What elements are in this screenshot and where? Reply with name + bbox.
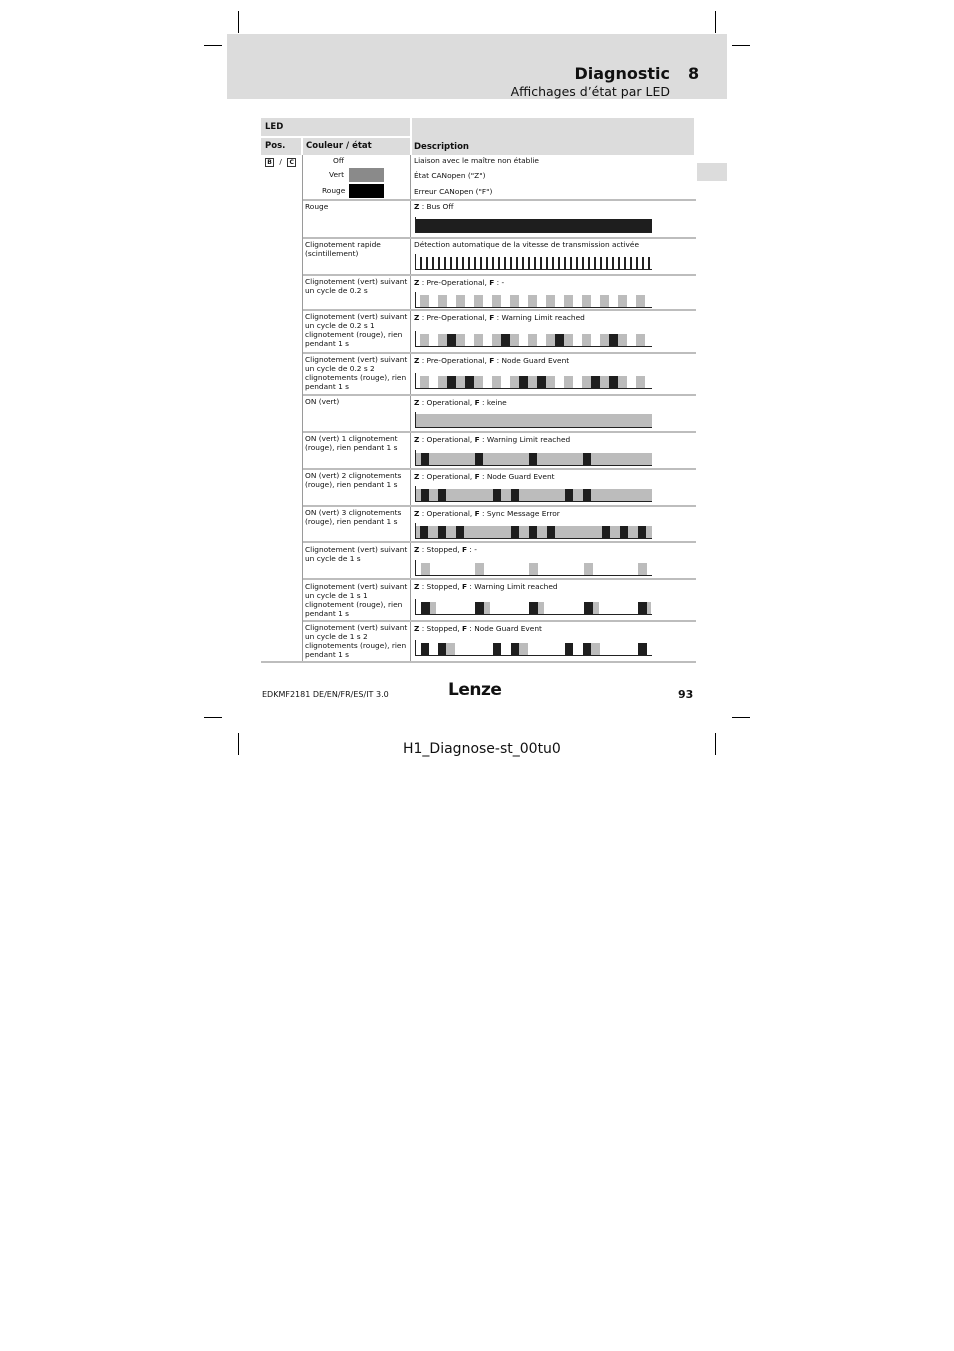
file-label: H1_Diagnose-st_00tu0 [403,741,561,757]
signal-segment [468,257,470,270]
crop-mark [238,733,239,755]
signal-segment [588,257,590,270]
signal-segment [420,257,422,270]
red-swatch [349,184,384,198]
state-text: Clignotement (vert) suivant un cycle de 1 s 1 clignotement (rouge), rien pendant 1 s [305,582,408,618]
signal-segment [576,257,578,270]
signal-segment [528,257,530,270]
state-header [303,138,410,155]
signal-segment [444,257,446,270]
signal-operational [415,412,652,428]
pos-cell [265,157,296,167]
row-separator [303,468,696,470]
row-separator [303,620,696,622]
signal-segment [636,257,638,270]
signal-label: Z : Operational, F : keine [414,398,507,407]
signal-preop-nodeguard [415,373,652,389]
state-text: Clignotement (vert) suivant un cycle de 0.2 s 1 clignotement (rouge), rien pendant 1 s [305,312,408,348]
signal-segment [474,257,476,270]
state-text: ON (vert) 2 clignotements (rouge), rien pendant 1 s [305,471,402,489]
pos-letter-b: B [265,158,274,167]
signal-segment [612,257,614,270]
signal-label: Détection automatique de la vitesse de transmission activée [414,240,639,249]
chapter-number: 8 [688,64,700,83]
row-separator [303,505,696,507]
signal-stopped [415,560,652,576]
signal-segment [480,257,482,270]
row-separator [303,237,696,239]
signal-label: Z : Pre-Operational, F : - [414,278,505,287]
signal-segment [570,257,572,270]
state-rouge: Rouge [322,186,346,195]
signal-flicker [415,254,652,270]
signal-bus-off [415,217,652,233]
column-separator [302,155,303,661]
state-header-label: Couleur / état [306,141,372,151]
signal-label: Z : Stopped, F : Warning Limit reached [414,582,558,591]
signal-label: Z : Pre-Operational, F : Node Guard Event [414,356,570,365]
signal-stopped-nodeguard [415,640,652,656]
state-text: ON (vert) 3 clignotements (rouge), rien pendant 1 s [305,508,402,526]
signal-segment [456,257,458,270]
signal-label: Z : Operational, F : Warning Limit reached [414,435,571,444]
table-group-header [261,118,410,136]
crop-mark [715,733,716,755]
signal-segment [564,257,566,270]
signal-segment [486,257,488,270]
state-text: Rouge [305,202,329,211]
signal-label: Z : Bus Off [414,202,454,211]
signal-segment [546,257,548,270]
state-text: Clignotement (vert) suivant un cycle de 1 s [305,545,408,563]
pos-header-label: Pos. [265,141,286,151]
crop-mark [715,11,716,33]
signal-segment [522,257,524,270]
pos-letter-c: C [287,158,296,167]
green-swatch [349,168,384,182]
signal-segment [438,257,440,270]
crop-mark [204,717,222,718]
row-separator [303,578,696,580]
signal-segment [510,257,512,270]
row-separator [303,274,696,276]
row-separator [303,541,696,543]
crop-mark [732,45,750,46]
signal-segment [504,257,506,270]
state-text: Clignotement (vert) suivant un cycle de 0.2 s [305,277,408,295]
signal-segment [432,257,434,270]
row-separator [303,199,696,201]
signal-segment [582,257,584,270]
signal-segment [492,257,494,270]
signal-label: Z : Stopped, F : - [414,545,477,554]
signal-segment [516,257,518,270]
signal-op-warning [415,450,652,466]
row-separator [303,352,696,354]
signal-op-nodeguard [415,486,652,502]
signal-op-sync [415,523,652,539]
row-separator [303,394,696,396]
description-header [412,118,694,155]
signal-segment [558,257,560,270]
state-text: Clignotement rapide (scintillement) [305,240,381,258]
signal-segment [498,257,500,270]
side-tab [697,163,727,181]
signal-segment [534,257,536,270]
state-text: ON (vert) [305,397,340,406]
signal-segment [552,257,554,270]
led-header-label: LED [265,122,284,132]
signal-segment [642,257,644,270]
pos-separator: / [279,157,282,166]
signal-segment [426,257,428,270]
signal-preop [415,292,652,308]
state-off: Off [333,156,344,165]
signal-segment [630,257,632,270]
table-bottom-rule [261,661,696,663]
crop-mark [238,11,239,33]
lenze-logo: Lenze [448,680,502,700]
description-header-label: Description [414,142,469,152]
signal-segment [540,257,542,270]
signal-segment [450,257,452,270]
signal-segment [618,257,620,270]
signal-segment [416,219,652,233]
desc-canopen-error: Erreur CANopen ("F") [414,187,493,196]
column-separator [410,155,411,661]
pos-header [261,138,301,155]
row-separator [303,309,696,311]
chapter-subtitle: Affichages d’état par LED [510,84,670,99]
state-text: Clignotement (vert) suivant un cycle de 0.2 s 2 clignotements (rouge), rien pendant 1 s [305,355,408,391]
signal-preop-warning [415,331,652,347]
signal-segment [624,257,626,270]
desc-canopen-state: État CANopen ("Z") [414,171,486,180]
signal-label: Z : Pre-Operational, F : Warning Limit reached [414,313,585,322]
chapter-title: Diagnostic [574,64,670,83]
signal-segment [594,257,596,270]
signal-label: Z : Operational, F : Sync Message Error [414,509,560,518]
signal-segment [462,257,464,270]
signal-label: Z : Operational, F : Node Guard Event [414,472,555,481]
signal-label: Z : Stopped, F : Node Guard Event [414,624,542,633]
signal-segment [606,257,608,270]
page-number: 93 [678,688,694,701]
state-text: Clignotement (vert) suivant un cycle de 1 s 2 clignotements (rouge), rien pendant 1 s [305,623,408,659]
signal-segment [600,257,602,270]
state-vert: Vert [329,170,344,179]
signal-segment [648,257,650,270]
signal-stopped-warning [415,599,652,615]
document-code: EDKMF2181 DE/EN/FR/ES/IT 3.0 [262,690,389,699]
desc-no-master: Liaison avec le maître non établie [414,156,539,165]
state-text: ON (vert) 1 clignotement (rouge), rien pendant 1 s [305,434,398,452]
crop-mark [204,45,222,46]
crop-mark [732,717,750,718]
row-separator [303,431,696,433]
